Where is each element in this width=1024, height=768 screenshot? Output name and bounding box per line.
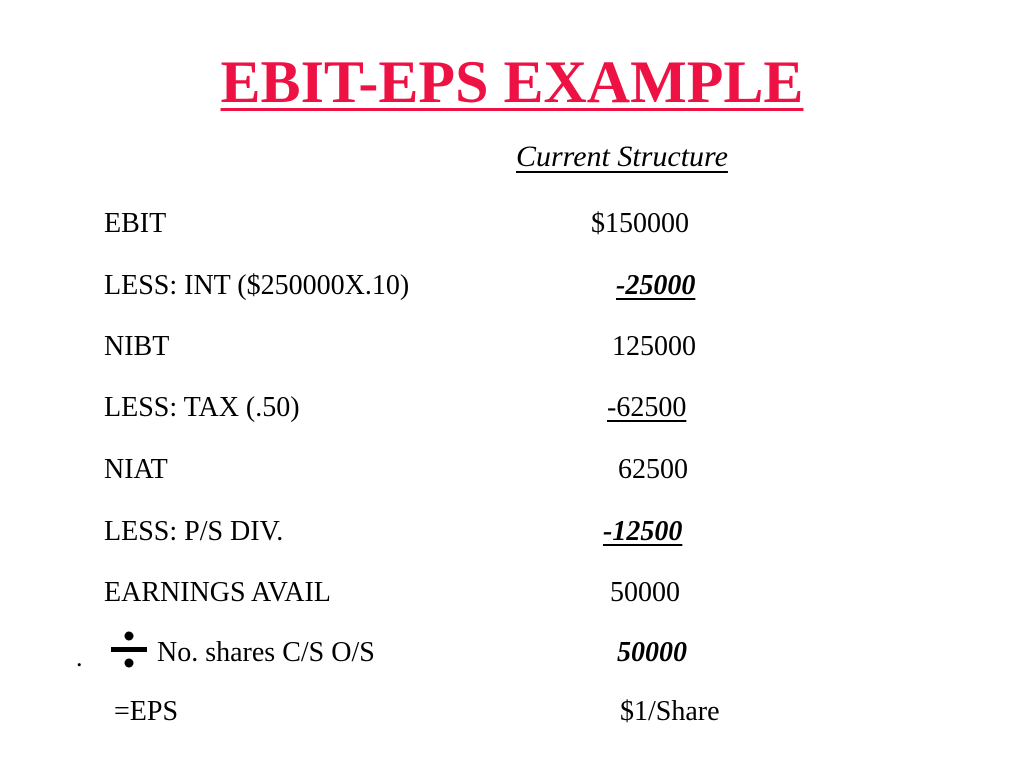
row-value-ps-div: -12500: [603, 516, 683, 547]
row-value-tax: -62500: [607, 392, 687, 423]
row-value-earnings-avail: 50000: [610, 577, 680, 608]
row-label-interest: LESS: INT ($250000X.10): [104, 270, 410, 301]
row-value-ebit: $150000: [591, 208, 689, 239]
row-label-earnings-avail: EARNINGS AVAIL: [104, 577, 331, 608]
row-label-ps-div: LESS: P/S DIV.: [104, 516, 284, 547]
row-value-interest: -25000: [616, 270, 696, 301]
row-label-shares: No. shares C/S O/S: [157, 637, 375, 668]
row-label-niat: NIAT: [104, 454, 168, 485]
division-sign-icon: [110, 630, 150, 670]
slide-title-text: EBIT-EPS EXAMPLE: [220, 49, 804, 115]
slide-title: [0, 49, 1024, 115]
row-label-eps: =EPS: [114, 696, 179, 727]
row-label-nibt: NIBT: [104, 331, 170, 362]
bullet-dot: .: [76, 643, 83, 672]
column-heading: Current Structure: [516, 140, 728, 173]
row-value-eps: $1/Share: [620, 696, 720, 727]
row-value-nibt: 125000: [612, 331, 696, 362]
row-value-shares: 50000: [617, 637, 687, 668]
row-label-tax: LESS: TAX (.50): [104, 392, 300, 423]
row-label-ebit: EBIT: [104, 208, 167, 239]
row-value-niat: 62500: [618, 454, 688, 485]
